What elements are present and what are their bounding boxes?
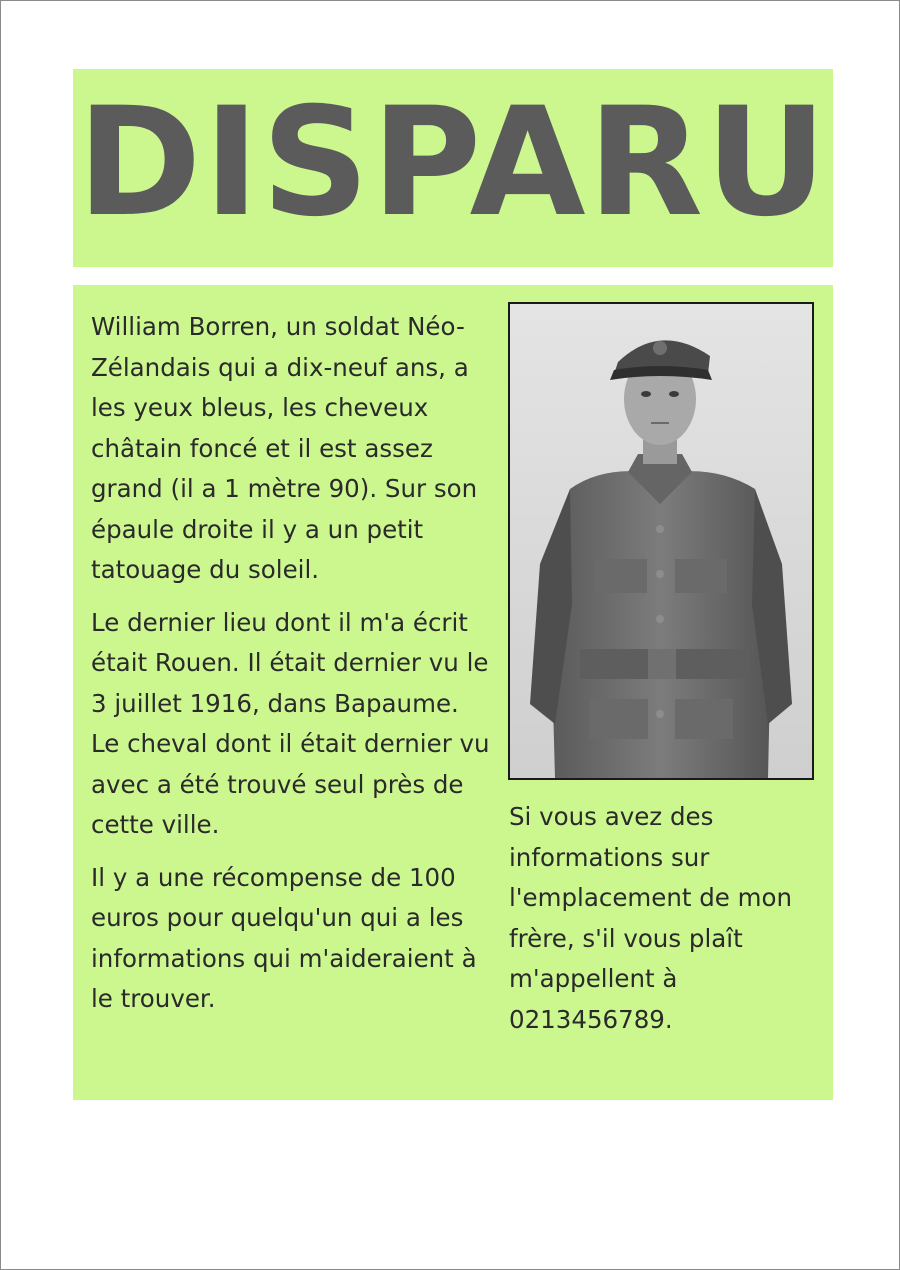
description-paragraph-1: William Borren, un soldat Néo-Zélandais qui a dix-neuf ans, a les yeux bleus, les cheveux châtain foncé et il est assez grand (il a 1 mètre 90). Sur son épaule droite il y a un petit tatouage du soleil. — [91, 312, 478, 584]
contact-paragraph: Si vous avez des informations sur l'emplacement de mon frère, s'il vous plaît m'appellent à 0213456789. — [509, 802, 793, 1034]
reward-paragraph: Il y a une récompense de 100 euros pour quelqu'un qui a les informations qui m'aideraient à le trouver. — [91, 862, 477, 1013]
soldier-portrait-image — [510, 304, 812, 778]
title-banner — [73, 69, 833, 267]
contact-column — [509, 797, 809, 1040]
description-column — [91, 307, 493, 1032]
soldier-photo — [508, 302, 814, 780]
content-panel — [73, 285, 833, 1100]
description-paragraph-2: Le dernier lieu dont il m'a écrit était Rouen. Il était dernier vu le 3 juillet 1916, dans Bapaume. Le cheval dont il était dernier vu avec a été trouvé seul près de cette ville. — [91, 607, 490, 839]
poster-title: DISPARU — [77, 76, 829, 250]
